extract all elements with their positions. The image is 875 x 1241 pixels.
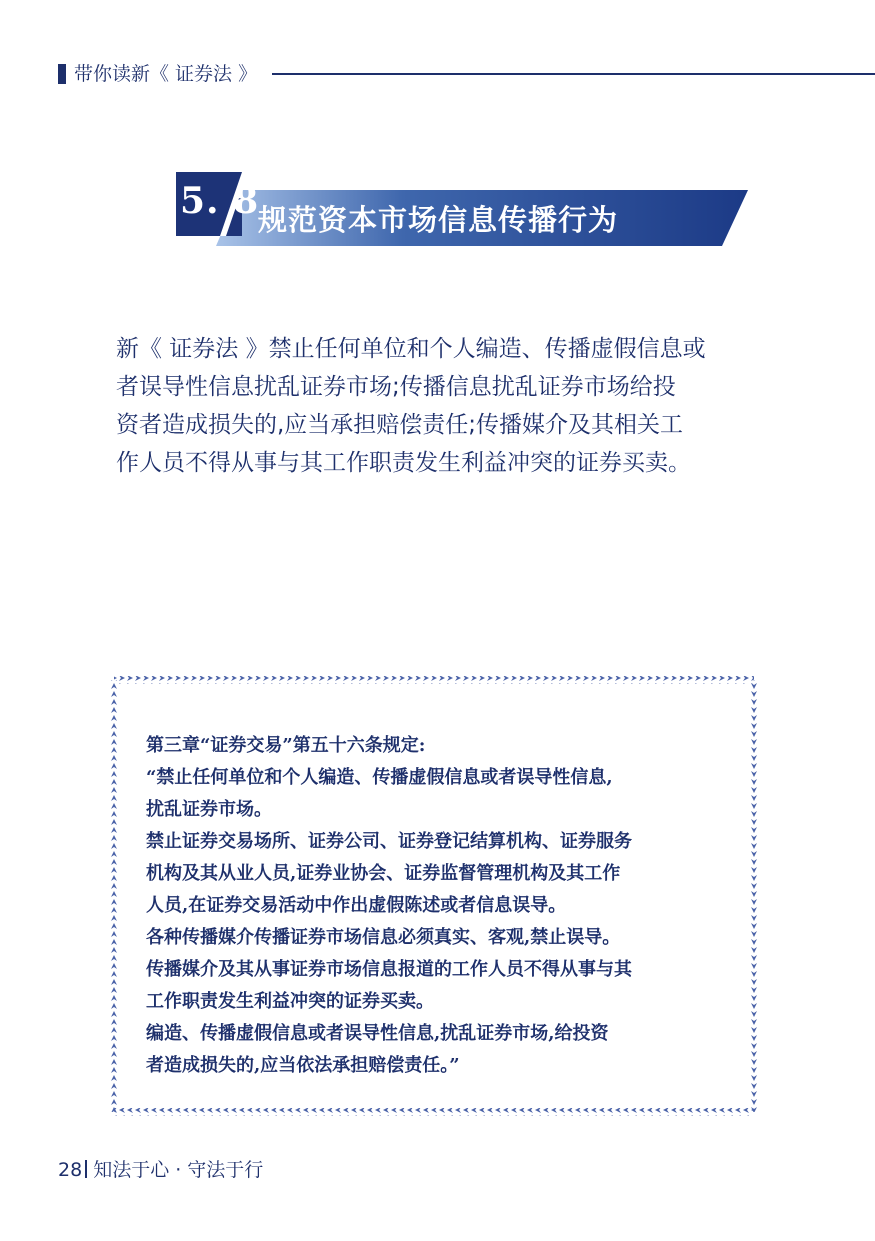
intro-line: 资者造成损失的,应当承担赔偿责任;传播媒介及其相关工 bbox=[116, 412, 684, 438]
quote-line: 第三章“证券交易”第五十六条规定: bbox=[146, 735, 426, 756]
quote-line: 编造、传播虚假信息或者误导性信息,扰乱证券市场,给投资 bbox=[146, 1023, 609, 1044]
intro-paragraph bbox=[116, 330, 756, 482]
footer-separator bbox=[85, 1160, 87, 1178]
header-rule bbox=[272, 73, 875, 75]
intro-line: 作人员不得从事与其工作职责发生利益冲突的证券买卖。 bbox=[116, 450, 691, 476]
section-title: 规范资本市场信息传播行为 bbox=[258, 203, 619, 237]
quote-text bbox=[146, 730, 736, 1082]
quote-line: 机构及其从业人员,证券业协会、证券监督管理机构及其工作 bbox=[146, 863, 621, 884]
header-title: 带你读新《 证券法 》 bbox=[74, 63, 258, 85]
quote-line: 人员,在证券交易活动中作出虚假陈述或者信息误导。 bbox=[146, 895, 567, 916]
quote-line: 工作职责发生利益冲突的证券买卖。 bbox=[146, 991, 434, 1012]
page-header bbox=[58, 62, 875, 86]
intro-line: 者误导性信息扰乱证券市场;传播信息扰乱证券市场给投 bbox=[116, 374, 676, 400]
section-banner bbox=[176, 172, 756, 248]
intro-line: 新《 证券法 》禁止任何单位和个人编造、传播虚假信息或 bbox=[116, 336, 706, 362]
footer-slogan: 知法于心 · 守法于行 bbox=[93, 1159, 264, 1181]
page-number: 28 bbox=[58, 1159, 83, 1181]
section-number: 5. 8 bbox=[180, 180, 260, 222]
quote-line: 各种传播媒介传播证券市场信息必须真实、客观,禁止误导。 bbox=[146, 927, 621, 948]
quote-line: 禁止证券交易场所、证券公司、证券登记结算机构、证券服务 bbox=[146, 831, 632, 852]
quote-line: 传播媒介及其从事证券市场信息报道的工作人员不得从事与其 bbox=[146, 959, 632, 980]
header-accent-bar bbox=[58, 64, 66, 84]
page-footer bbox=[58, 1158, 263, 1182]
quote-line: “禁止任何单位和个人编造、传播虚假信息或者误导性信息, bbox=[146, 767, 613, 788]
quote-line: 扰乱证券市场。 bbox=[146, 799, 272, 820]
quote-line: 者造成损失的,应当依法承担赔偿责任。” bbox=[146, 1055, 460, 1076]
law-quote-box bbox=[110, 674, 758, 1118]
